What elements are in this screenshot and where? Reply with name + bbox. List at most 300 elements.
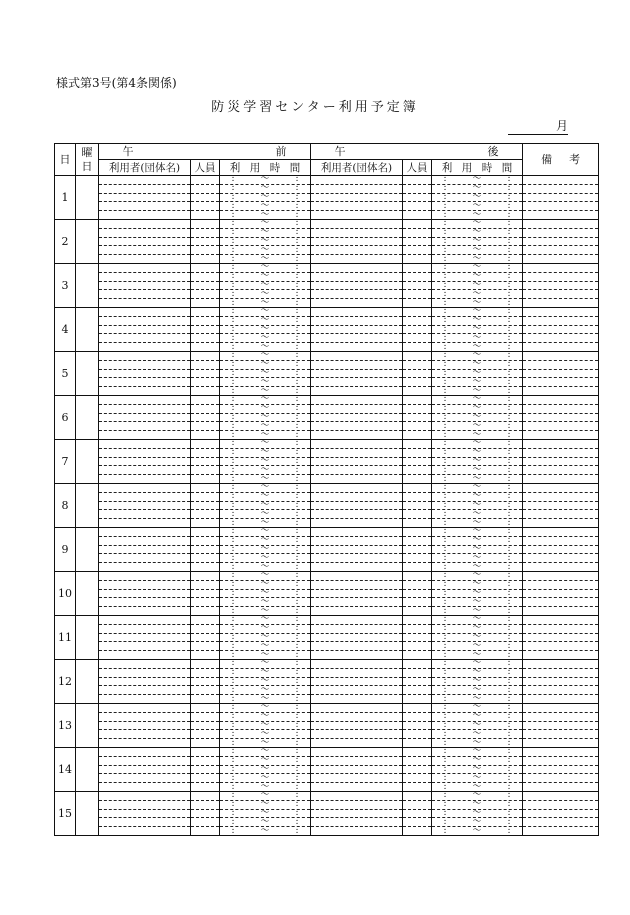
entry-line[interactable] [99, 590, 190, 599]
entry-line[interactable] [311, 678, 402, 687]
weekday-cell[interactable] [76, 308, 99, 352]
entry-line[interactable] [523, 563, 598, 571]
am-user-cell[interactable] [99, 616, 191, 660]
entry-line[interactable] [403, 625, 431, 634]
am-user-cell[interactable] [99, 572, 191, 616]
entry-line[interactable] [99, 730, 190, 739]
entry-line[interactable] [99, 502, 190, 511]
pm-user-cell[interactable] [311, 704, 403, 748]
entry-line[interactable] [311, 722, 402, 731]
entry-line[interactable] [311, 642, 402, 651]
entry-line[interactable] [311, 616, 402, 625]
entry-line[interactable] [523, 792, 598, 801]
entry-line[interactable] [99, 695, 190, 703]
entry-line[interactable] [99, 378, 190, 387]
entry-line[interactable] [403, 475, 431, 483]
entry-line[interactable] [311, 246, 402, 255]
entry-line[interactable] [311, 590, 402, 599]
entry-line[interactable] [523, 827, 598, 835]
pm-people-cell[interactable] [403, 308, 432, 352]
entry-line[interactable] [99, 748, 190, 757]
entry-line[interactable] [403, 669, 431, 678]
entry-line[interactable] [523, 493, 598, 502]
pm-people-cell[interactable] [403, 616, 432, 660]
entry-line[interactable] [523, 730, 598, 739]
entry-line[interactable] [99, 722, 190, 731]
weekday-cell[interactable] [76, 660, 99, 704]
entry-line[interactable] [523, 581, 598, 590]
entry-line[interactable] [191, 590, 219, 599]
entry-line[interactable] [403, 792, 431, 801]
pm-user-cell[interactable] [311, 396, 403, 440]
am-time-cell[interactable] [220, 704, 311, 748]
entry-line[interactable] [191, 273, 219, 282]
entry-line[interactable] [311, 361, 402, 370]
entry-line[interactable] [523, 625, 598, 634]
entry-line[interactable] [311, 282, 402, 291]
pm-people-cell[interactable] [403, 176, 432, 220]
entry-line[interactable] [403, 537, 431, 546]
entry-line[interactable] [99, 238, 190, 247]
entry-line[interactable] [191, 651, 219, 659]
entry-line[interactable] [191, 827, 219, 835]
entry-line[interactable] [191, 546, 219, 555]
entry-line[interactable] [403, 246, 431, 255]
am-user-cell[interactable] [99, 748, 191, 792]
entry-line[interactable] [311, 422, 402, 431]
pm-people-cell[interactable] [403, 220, 432, 264]
entry-line[interactable] [311, 202, 402, 211]
entry-line[interactable] [99, 440, 190, 449]
entry-line[interactable] [191, 458, 219, 467]
entry-line[interactable] [403, 678, 431, 687]
weekday-cell[interactable] [76, 176, 99, 220]
entry-line[interactable] [311, 563, 402, 571]
pm-user-cell[interactable] [311, 308, 403, 352]
entry-line[interactable] [191, 220, 219, 229]
entry-line[interactable] [403, 202, 431, 211]
weekday-cell[interactable] [76, 748, 99, 792]
entry-line[interactable] [191, 502, 219, 511]
entry-line[interactable] [523, 317, 598, 326]
entry-line[interactable] [403, 757, 431, 766]
entry-line[interactable] [191, 519, 219, 527]
pm-time-cell[interactable] [432, 440, 523, 484]
entry-line[interactable] [523, 290, 598, 299]
entry-line[interactable] [311, 343, 402, 351]
entry-line[interactable] [311, 528, 402, 537]
entry-line[interactable] [523, 422, 598, 431]
entry-line[interactable] [311, 537, 402, 546]
entry-line[interactable] [99, 686, 190, 695]
entry-line[interactable] [99, 422, 190, 431]
entry-line[interactable] [99, 651, 190, 659]
entry-line[interactable] [99, 774, 190, 783]
entry-line[interactable] [99, 326, 190, 335]
am-time-cell[interactable] [220, 308, 311, 352]
entry-line[interactable] [311, 739, 402, 747]
pm-people-cell[interactable] [403, 528, 432, 572]
pm-user-cell[interactable] [311, 572, 403, 616]
entry-line[interactable] [191, 484, 219, 493]
entry-line[interactable] [99, 625, 190, 634]
entry-line[interactable] [403, 352, 431, 361]
entry-line[interactable] [523, 598, 598, 607]
entry-line[interactable] [311, 238, 402, 247]
pm-people-cell[interactable] [403, 660, 432, 704]
pm-user-cell[interactable] [311, 352, 403, 396]
entry-line[interactable] [311, 695, 402, 703]
remarks-cell[interactable] [523, 484, 599, 528]
entry-line[interactable] [99, 352, 190, 361]
entry-line[interactable] [523, 607, 598, 615]
entry-line[interactable] [191, 607, 219, 615]
am-user-cell[interactable] [99, 264, 191, 308]
entry-line[interactable] [191, 510, 219, 519]
entry-line[interactable] [99, 818, 190, 827]
am-time-cell[interactable] [220, 616, 311, 660]
entry-line[interactable] [403, 194, 431, 203]
entry-line[interactable] [99, 678, 190, 687]
entry-line[interactable] [311, 396, 402, 405]
entry-line[interactable] [99, 563, 190, 571]
entry-line[interactable] [191, 440, 219, 449]
entry-line[interactable] [99, 246, 190, 255]
entry-line[interactable] [311, 625, 402, 634]
entry-line[interactable] [523, 528, 598, 537]
entry-line[interactable] [311, 308, 402, 317]
am-people-cell[interactable] [191, 308, 220, 352]
entry-line[interactable] [191, 616, 219, 625]
entry-line[interactable] [523, 273, 598, 282]
entry-line[interactable] [191, 264, 219, 273]
entry-line[interactable] [99, 211, 190, 219]
entry-line[interactable] [523, 810, 598, 819]
entry-line[interactable] [99, 475, 190, 483]
weekday-cell[interactable] [76, 440, 99, 484]
entry-line[interactable] [403, 185, 431, 194]
entry-line[interactable] [403, 255, 431, 263]
entry-line[interactable] [99, 519, 190, 527]
entry-line[interactable] [523, 669, 598, 678]
entry-line[interactable] [523, 713, 598, 722]
entry-line[interactable] [99, 528, 190, 537]
entry-line[interactable] [191, 449, 219, 458]
pm-user-cell[interactable] [311, 440, 403, 484]
entry-line[interactable] [99, 598, 190, 607]
entry-line[interactable] [99, 343, 190, 351]
entry-line[interactable] [99, 458, 190, 467]
entry-line[interactable] [523, 229, 598, 238]
entry-line[interactable] [523, 449, 598, 458]
entry-line[interactable] [99, 414, 190, 423]
weekday-cell[interactable] [76, 220, 99, 264]
entry-line[interactable] [523, 634, 598, 643]
entry-line[interactable] [523, 431, 598, 439]
entry-line[interactable] [191, 431, 219, 439]
entry-line[interactable] [191, 422, 219, 431]
am-time-cell[interactable] [220, 176, 311, 220]
entry-line[interactable] [311, 757, 402, 766]
entry-line[interactable] [403, 405, 431, 414]
entry-line[interactable] [99, 361, 190, 370]
entry-line[interactable] [191, 563, 219, 571]
entry-line[interactable] [99, 449, 190, 458]
entry-line[interactable] [191, 695, 219, 703]
entry-line[interactable] [99, 642, 190, 651]
pm-people-cell[interactable] [403, 396, 432, 440]
entry-line[interactable] [311, 440, 402, 449]
entry-line[interactable] [403, 510, 431, 519]
entry-line[interactable] [191, 748, 219, 757]
pm-time-cell[interactable] [432, 220, 523, 264]
entry-line[interactable] [523, 704, 598, 713]
entry-line[interactable] [99, 810, 190, 819]
entry-line[interactable] [403, 370, 431, 379]
entry-line[interactable] [523, 220, 598, 229]
entry-line[interactable] [191, 317, 219, 326]
am-user-cell[interactable] [99, 528, 191, 572]
entry-line[interactable] [191, 238, 219, 247]
remarks-cell[interactable] [523, 264, 599, 308]
entry-line[interactable] [191, 554, 219, 563]
entry-line[interactable] [311, 810, 402, 819]
entry-line[interactable] [403, 176, 431, 185]
entry-line[interactable] [523, 282, 598, 291]
entry-line[interactable] [403, 546, 431, 555]
entry-line[interactable] [191, 229, 219, 238]
entry-line[interactable] [99, 546, 190, 555]
entry-line[interactable] [523, 783, 598, 791]
pm-user-cell[interactable] [311, 660, 403, 704]
am-people-cell[interactable] [191, 396, 220, 440]
entry-line[interactable] [523, 642, 598, 651]
entry-line[interactable] [403, 810, 431, 819]
entry-line[interactable] [311, 827, 402, 835]
entry-line[interactable] [311, 194, 402, 203]
pm-time-cell[interactable] [432, 176, 523, 220]
weekday-cell[interactable] [76, 528, 99, 572]
am-people-cell[interactable] [191, 748, 220, 792]
remarks-cell[interactable] [523, 176, 599, 220]
entry-line[interactable] [191, 660, 219, 669]
entry-line[interactable] [403, 695, 431, 703]
entry-line[interactable] [191, 255, 219, 263]
entry-line[interactable] [99, 757, 190, 766]
entry-line[interactable] [191, 678, 219, 687]
entry-line[interactable] [311, 581, 402, 590]
remarks-cell[interactable] [523, 616, 599, 660]
entry-line[interactable] [523, 546, 598, 555]
entry-line[interactable] [311, 229, 402, 238]
remarks-cell[interactable] [523, 440, 599, 484]
am-time-cell[interactable] [220, 748, 311, 792]
pm-people-cell[interactable] [403, 748, 432, 792]
entry-line[interactable] [191, 757, 219, 766]
entry-line[interactable] [523, 722, 598, 731]
entry-line[interactable] [403, 616, 431, 625]
entry-line[interactable] [99, 220, 190, 229]
entry-line[interactable] [99, 581, 190, 590]
entry-line[interactable] [523, 484, 598, 493]
month-field[interactable] [508, 118, 568, 135]
am-user-cell[interactable] [99, 308, 191, 352]
entry-line[interactable] [311, 546, 402, 555]
pm-people-cell[interactable] [403, 484, 432, 528]
entry-line[interactable] [99, 493, 190, 502]
entry-line[interactable] [403, 642, 431, 651]
entry-line[interactable] [311, 686, 402, 695]
pm-time-cell[interactable] [432, 528, 523, 572]
pm-user-cell[interactable] [311, 484, 403, 528]
entry-line[interactable] [191, 387, 219, 395]
entry-line[interactable] [403, 730, 431, 739]
entry-line[interactable] [311, 801, 402, 810]
entry-line[interactable] [523, 255, 598, 263]
entry-line[interactable] [99, 405, 190, 414]
remarks-cell[interactable] [523, 660, 599, 704]
weekday-cell[interactable] [76, 264, 99, 308]
pm-time-cell[interactable] [432, 704, 523, 748]
pm-time-cell[interactable] [432, 792, 523, 836]
entry-line[interactable] [99, 572, 190, 581]
entry-line[interactable] [191, 211, 219, 219]
entry-line[interactable] [191, 669, 219, 678]
am-time-cell[interactable] [220, 264, 311, 308]
entry-line[interactable] [523, 352, 598, 361]
entry-line[interactable] [99, 484, 190, 493]
entry-line[interactable] [191, 352, 219, 361]
pm-people-cell[interactable] [403, 572, 432, 616]
entry-line[interactable] [99, 704, 190, 713]
entry-line[interactable] [191, 739, 219, 747]
entry-line[interactable] [523, 185, 598, 194]
entry-line[interactable] [403, 634, 431, 643]
entry-line[interactable] [191, 326, 219, 335]
entry-line[interactable] [403, 396, 431, 405]
entry-line[interactable] [523, 801, 598, 810]
entry-line[interactable] [311, 651, 402, 659]
entry-line[interactable] [191, 334, 219, 343]
entry-line[interactable] [403, 431, 431, 439]
entry-line[interactable] [191, 378, 219, 387]
pm-people-cell[interactable] [403, 440, 432, 484]
entry-line[interactable] [311, 378, 402, 387]
entry-line[interactable] [99, 466, 190, 475]
entry-line[interactable] [403, 484, 431, 493]
entry-line[interactable] [523, 299, 598, 307]
entry-line[interactable] [403, 422, 431, 431]
entry-line[interactable] [403, 466, 431, 475]
entry-line[interactable] [523, 246, 598, 255]
pm-user-cell[interactable] [311, 616, 403, 660]
pm-user-cell[interactable] [311, 176, 403, 220]
remarks-cell[interactable] [523, 220, 599, 264]
entry-line[interactable] [523, 757, 598, 766]
am-user-cell[interactable] [99, 440, 191, 484]
entry-line[interactable] [99, 185, 190, 194]
entry-line[interactable] [311, 185, 402, 194]
entry-line[interactable] [311, 449, 402, 458]
entry-line[interactable] [99, 713, 190, 722]
entry-line[interactable] [403, 326, 431, 335]
entry-line[interactable] [99, 202, 190, 211]
am-people-cell[interactable] [191, 528, 220, 572]
entry-line[interactable] [403, 660, 431, 669]
am-time-cell[interactable] [220, 484, 311, 528]
entry-line[interactable] [523, 660, 598, 669]
weekday-cell[interactable] [76, 792, 99, 836]
entry-line[interactable] [311, 290, 402, 299]
entry-line[interactable] [99, 616, 190, 625]
entry-line[interactable] [403, 378, 431, 387]
entry-line[interactable] [191, 713, 219, 722]
entry-line[interactable] [523, 396, 598, 405]
am-people-cell[interactable] [191, 264, 220, 308]
entry-line[interactable] [191, 634, 219, 643]
entry-line[interactable] [191, 361, 219, 370]
entry-line[interactable] [191, 766, 219, 775]
entry-line[interactable] [311, 387, 402, 395]
am-time-cell[interactable] [220, 660, 311, 704]
entry-line[interactable] [191, 572, 219, 581]
entry-line[interactable] [523, 475, 598, 483]
pm-user-cell[interactable] [311, 220, 403, 264]
entry-line[interactable] [191, 202, 219, 211]
entry-line[interactable] [99, 299, 190, 307]
entry-line[interactable] [191, 290, 219, 299]
entry-line[interactable] [191, 176, 219, 185]
entry-line[interactable] [403, 238, 431, 247]
entry-line[interactable] [403, 502, 431, 511]
entry-line[interactable] [99, 282, 190, 291]
am-people-cell[interactable] [191, 220, 220, 264]
entry-line[interactable] [311, 554, 402, 563]
entry-line[interactable] [311, 572, 402, 581]
pm-user-cell[interactable] [311, 792, 403, 836]
entry-line[interactable] [99, 290, 190, 299]
remarks-cell[interactable] [523, 572, 599, 616]
entry-line[interactable] [191, 642, 219, 651]
entry-line[interactable] [523, 748, 598, 757]
weekday-cell[interactable] [76, 572, 99, 616]
entry-line[interactable] [403, 686, 431, 695]
pm-user-cell[interactable] [311, 748, 403, 792]
entry-line[interactable] [523, 326, 598, 335]
entry-line[interactable] [523, 510, 598, 519]
entry-line[interactable] [403, 774, 431, 783]
remarks-cell[interactable] [523, 704, 599, 748]
entry-line[interactable] [191, 194, 219, 203]
entry-line[interactable] [99, 334, 190, 343]
am-user-cell[interactable] [99, 396, 191, 440]
entry-line[interactable] [99, 554, 190, 563]
am-time-cell[interactable] [220, 528, 311, 572]
entry-line[interactable] [403, 519, 431, 527]
entry-line[interactable] [191, 475, 219, 483]
entry-line[interactable] [403, 739, 431, 747]
entry-line[interactable] [191, 774, 219, 783]
entry-line[interactable] [311, 519, 402, 527]
entry-line[interactable] [99, 827, 190, 835]
entry-line[interactable] [191, 185, 219, 194]
entry-line[interactable] [523, 308, 598, 317]
entry-line[interactable] [403, 211, 431, 219]
pm-time-cell[interactable] [432, 308, 523, 352]
entry-line[interactable] [99, 255, 190, 263]
entry-line[interactable] [191, 704, 219, 713]
entry-line[interactable] [311, 176, 402, 185]
